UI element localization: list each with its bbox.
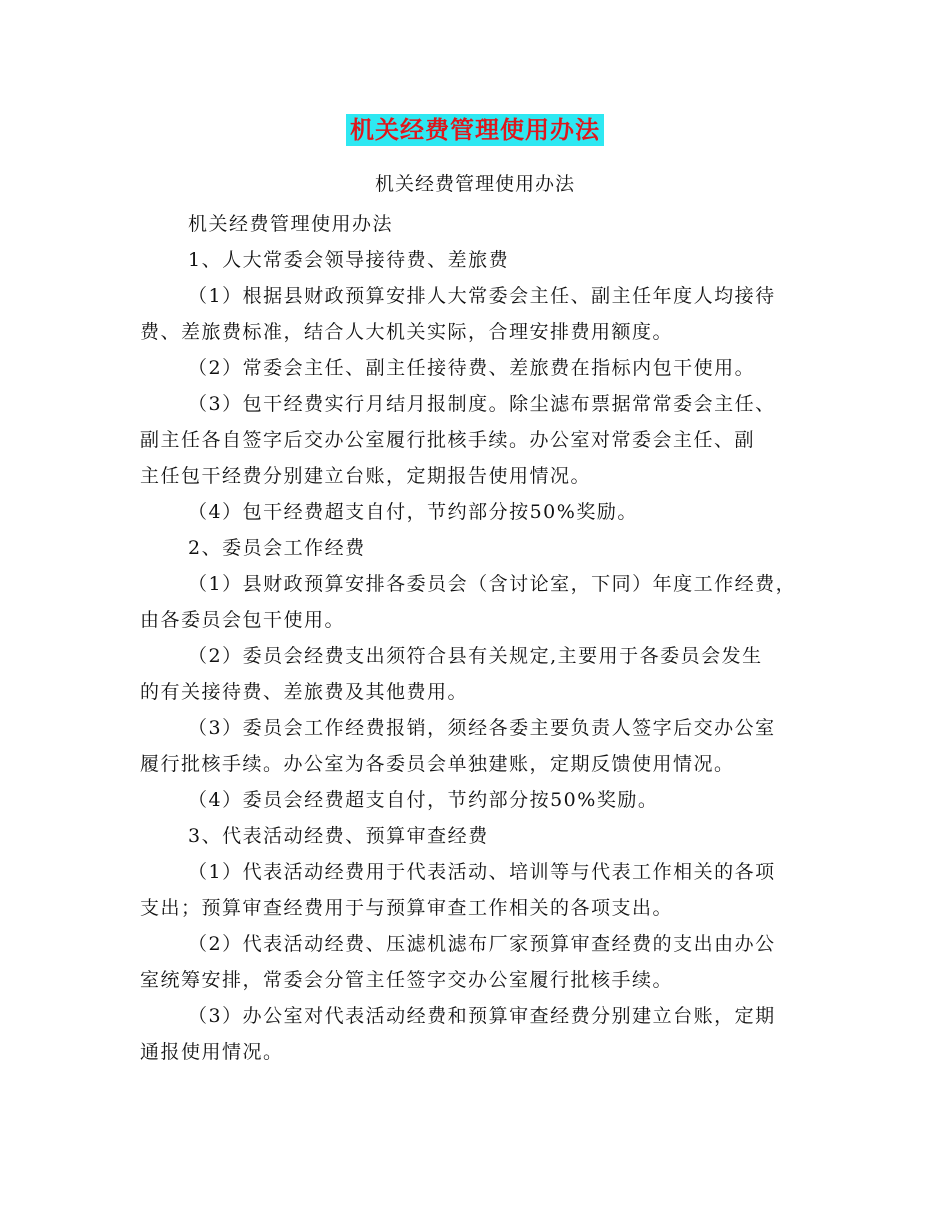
body-line: 费、差旅费标准，结合人大机关实际，合理安排费用额度。 — [140, 321, 674, 343]
document-title: 机关经费管理使用办法 — [346, 114, 604, 146]
body-line: 支出；预算审查经费用于与预算审查工作相关的各项支出。 — [140, 897, 674, 919]
body-line: （2）代表活动经费、压滤机滤布厂家预算审查经费的支出由办公 — [188, 933, 776, 955]
body-line: 履行批核手续。办公室为各委员会单独建账，定期反馈使用情况。 — [140, 753, 735, 775]
body-line: （1）根据县财政预算安排人大常委会主任、副主任年度人均接待 — [188, 285, 776, 307]
body-line: 室统筹安排，常委会分管主任签字交办公室履行批核手续。 — [140, 969, 674, 991]
document-body — [140, 206, 810, 1070]
body-line: （3）包干经费实行月结月报制度。除尘滤布票据常常委会主任、 — [188, 393, 776, 415]
body-line: 2、委员会工作经费 — [188, 537, 366, 559]
body-line: 3、代表活动经费、预算审查经费 — [188, 825, 489, 847]
document-subtitle: 机关经费管理使用办法 — [374, 173, 575, 195]
body-line: 由各委员会包干使用。 — [140, 609, 346, 631]
body-line: 通报使用情况。 — [140, 1041, 284, 1063]
body-line: （3）委员会工作经费报销，须经各委主要负责人签字后交办公室 — [188, 717, 776, 739]
body-line: （2）常委会主任、副主任接待费、差旅费在指标内包干使用。 — [188, 357, 756, 379]
body-line: （1）代表活动经费用于代表活动、培训等与代表工作相关的各项 — [188, 861, 776, 883]
body-line: （3）办公室对代表活动经费和预算审查经费分别建立台账，定期 — [188, 1005, 776, 1027]
body-line: 1、人大常委会领导接待费、差旅费 — [188, 249, 510, 271]
body-line: 的有关接待费、差旅费及其他费用。 — [140, 681, 469, 703]
body-line: （1）县财政预算安排各委员会（含讨论室，下同）年度工作经费， — [188, 573, 797, 595]
body-line: 主任包干经费分别建立台账，定期报告使用情况。 — [140, 465, 592, 487]
body-line: （2）委员会经费支出须符合县有关规定,主要用于各委员会发生 — [188, 645, 763, 667]
body-line: 机关经费管理使用办法 — [188, 213, 394, 235]
body-line: （4）包干经费超支自付，节约部分按50%奖励。 — [188, 501, 638, 523]
body-line: 副主任各自签字后交办公室履行批核手续。办公室对常委会主任、副 — [140, 429, 756, 451]
body-line: （4）委员会经费超支自付，节约部分按50%奖励。 — [188, 789, 659, 811]
title-container — [0, 114, 950, 146]
